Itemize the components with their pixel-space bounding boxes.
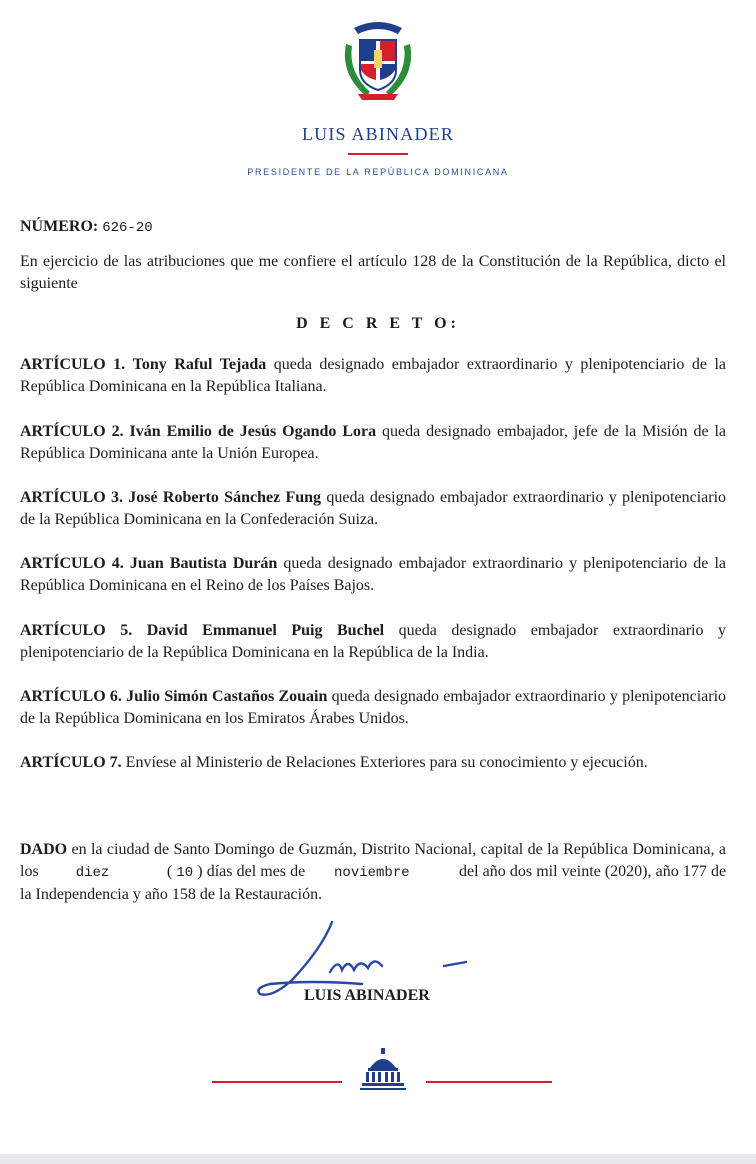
- article-2: [20, 421, 726, 465]
- article-text: Envíese al Ministerio de Relaciones Exteriores para su conocimiento y ejecución.: [125, 754, 648, 771]
- dado-paragraph: [20, 839, 726, 906]
- page-bottom-edge: [0, 1154, 756, 1164]
- article-1: [20, 354, 726, 398]
- header-divider: [348, 153, 408, 155]
- article-appointee: Julio Simón Castaños Zouain: [126, 688, 328, 705]
- decree-heading: D E C R E T O:: [296, 315, 460, 332]
- article-appointee: Juan Bautista Durán: [129, 555, 278, 572]
- article-appointee: José Roberto Sánchez Fung: [128, 489, 322, 506]
- article-label: ARTÍCULO 3.: [20, 489, 123, 506]
- article-label: ARTÍCULO 2.: [20, 423, 124, 440]
- article-text: queda designado embajador extraordinario y plenipotenciario de la República Dominicana en la República de la India.: [20, 622, 726, 661]
- article-label: ARTÍCULO 5.: [20, 622, 133, 639]
- article-text: queda designado embajador, jefe de la Misión de la República Dominicana ante la Unión Europea.: [20, 423, 727, 462]
- article-text: queda designado embajador extraordinario y plenipotenciario de la República Dominicana en la Confederación Suiza.: [20, 489, 727, 528]
- national-palace-icon: [358, 1046, 408, 1092]
- article-text: queda designado embajador extraordinario y plenipotenciario de la República Dominicana en el Reino de los Países Bajos.: [20, 555, 727, 594]
- intro-paragraph: En ejercicio de las atribuciones que me confiere el artículo 128 de la Constitución de la República, dicto el siguiente: [20, 253, 726, 292]
- article-appointee: Iván Emilio de Jesús Ogando Lora: [129, 423, 377, 440]
- footer-rule-right: [426, 1081, 552, 1083]
- article-5: [20, 620, 726, 664]
- decree-number: [20, 216, 726, 239]
- article-label: ARTÍCULO 1.: [20, 356, 126, 373]
- article-text: queda designado embajador extraordinario y plenipotenciario de la República Dominicana en la República Italiana.: [20, 356, 727, 395]
- article-4: [20, 553, 726, 597]
- month: noviembre: [334, 865, 410, 881]
- article-7: [20, 752, 726, 774]
- dado-text-1: en la ciudad de Santo Domingo de Guzmán, Distrito Nacional, capital de la República Dominicana, a los: [20, 841, 727, 880]
- decree-number-value: 626-20: [102, 220, 153, 236]
- day-number: 10: [176, 865, 194, 881]
- president-title: PRESIDENTE DE LA REPÚBLICA DOMINICANA: [247, 167, 509, 177]
- decree-number-label: NÚMERO:: [20, 218, 99, 235]
- article-label: ARTÍCULO 6.: [20, 688, 122, 705]
- article-appointee: Tony Raful Tejada: [132, 356, 267, 373]
- article-label: ARTÍCULO 7.: [20, 754, 122, 771]
- article-label: ARTÍCULO 4.: [20, 555, 124, 572]
- dado-text-3: del año dos mil veinte (2020), año 177 de la Independencia y año 158 de la Restauración.: [20, 863, 727, 903]
- article-appointee: David Emmanuel Puig Buchel: [146, 622, 385, 639]
- footer-rule-left: [212, 1081, 342, 1083]
- article-6: [20, 686, 726, 730]
- article-text: queda designado embajador extraordinario y plenipotenciario de la República Dominicana en los Emiratos Árabes Unidos.: [20, 688, 727, 727]
- coat-of-arms-icon: [336, 14, 420, 104]
- signatory-name: LUIS ABINADER: [304, 987, 430, 1004]
- article-3: [20, 487, 726, 531]
- president-name: LUIS ABINADER: [301, 124, 455, 144]
- dado-text-2: días del mes de: [206, 863, 306, 880]
- day-word: diez: [75, 865, 110, 881]
- dado-label: DADO: [20, 841, 68, 858]
- day-close-paren: ): [197, 863, 203, 880]
- day-open-paren: (: [166, 863, 173, 880]
